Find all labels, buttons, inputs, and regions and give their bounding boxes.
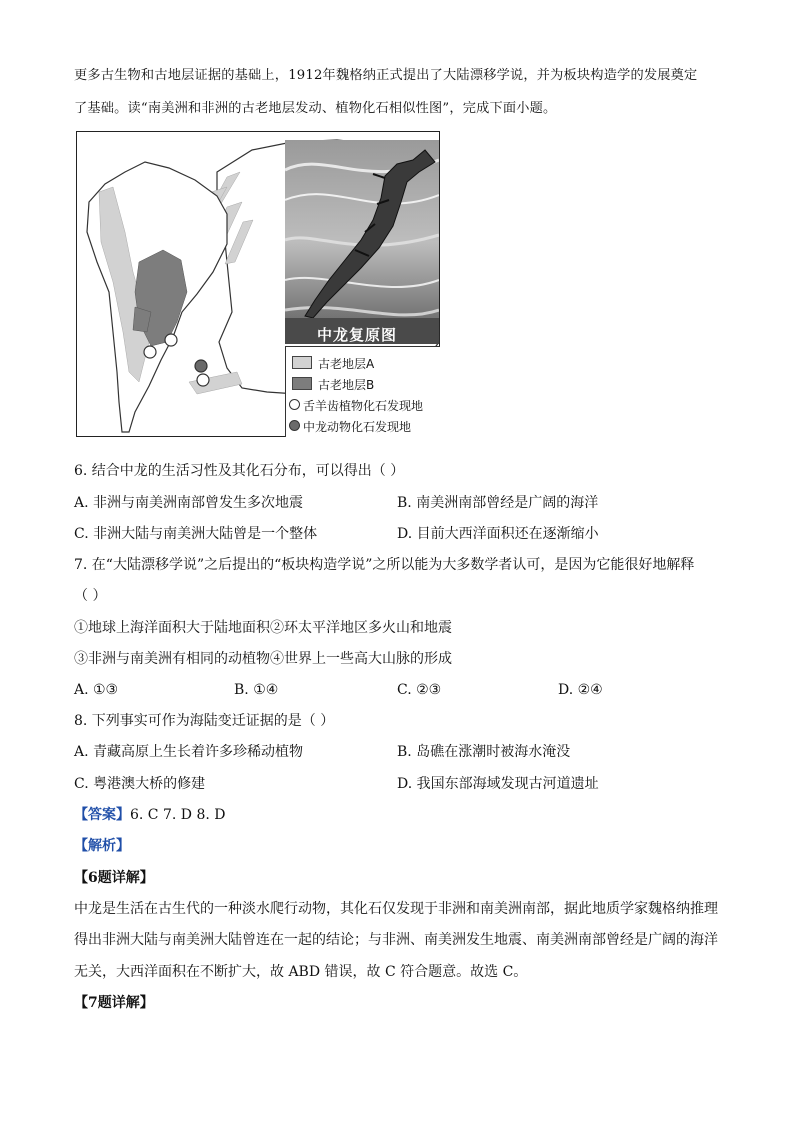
question-7-items-1: ①地球上海洋面积大于陆地面积②环太平洋地区多火山和地震 (74, 620, 452, 636)
layer-b-swatch-icon (292, 377, 312, 390)
answer-label: 【答案】 (74, 807, 130, 823)
q6-detail-line-2: 得出非洲大陆与南美洲大陆曾连在一起的结论；与非洲、南美洲发生地震、南美洲南部曾经是广阔的海洋 (74, 932, 718, 948)
question-6-option-c[interactable]: C. 非洲大陆与南美洲大陆曾是一个整体 (74, 526, 318, 542)
question-7-items-2: ③非洲与南美洲有相同的动植物④世界上一些高大山脉的形成 (74, 651, 452, 667)
q6-detail-line-1: 中龙是生活在古生代的一种淡水爬行动物，其化石仅发现于非洲和南美洲南部，据此地质学家魏格纳推理 (74, 901, 718, 917)
legend-item-layer-b (292, 376, 374, 393)
inset-title: 中龙复原图 (317, 326, 398, 344)
answer-line (74, 806, 225, 824)
legend-item-mesosaurus (289, 418, 411, 435)
question-7-option-b[interactable]: B. ①④ (234, 682, 279, 698)
map-legend (285, 346, 440, 437)
legend-label-layer-b: 古老地层B (318, 378, 375, 392)
question-8-option-c[interactable]: C. 粤港澳大桥的修建 (74, 776, 206, 792)
question-6-stem: 6. 结合中龙的生活习性及其化石分布，可以得出（ ） (74, 463, 405, 479)
question-8-option-b[interactable]: B. 岛礁在涨潮时被海水淹没 (397, 744, 571, 760)
map-figure (76, 131, 440, 437)
question-6-option-b[interactable]: B. 南美洲南部曾经是广阔的海洋 (397, 495, 599, 511)
question-7-option-a[interactable]: A. ①③ (74, 682, 119, 698)
q6-detail-label: 【6题详解】 (74, 870, 154, 886)
intro-line-1: 更多古生物和古地层证据的基础上，1912年魏格纳正式提出了大陆漂移学说，并为板块构造学的发展奠定 (74, 68, 698, 83)
filled-circle-icon (289, 420, 300, 431)
question-7-option-d[interactable]: D. ②④ (558, 682, 603, 698)
intro-line-2: 了基础。读“南美洲和非洲的古老地层发动、植物化石相似性图”，完成下面小题。 (74, 101, 557, 116)
legend-label-layer-a: 古老地层A (318, 357, 375, 371)
question-7-stem: 7. 在“大陆漂移学说”之后提出的“板块构造学说”之所以能为大多数学者认可，是因为它能很好地解释 (74, 557, 695, 573)
q7-detail-label: 【7题详解】 (74, 995, 154, 1011)
question-6-option-d[interactable]: D. 目前大西洋面积还在逐渐缩小 (397, 526, 599, 542)
question-8-stem: 8. 下列事实可作为海陆变迁证据的是（ ） (74, 713, 335, 729)
glossopteris-marker-3 (197, 374, 209, 386)
question-8-option-d[interactable]: D. 我国东部海域发现古河道遗址 (397, 776, 599, 792)
mesosaurus-marker-2 (195, 360, 207, 372)
glossopteris-marker-2 (144, 346, 156, 358)
layer-a-swatch-icon (292, 356, 312, 369)
legend-item-glossopteris (289, 397, 423, 414)
answer-text: 6. C 7. D 8. D (130, 807, 226, 823)
question-8-option-a[interactable]: A. 青藏高原上生长着许多珍稀动植物 (74, 744, 304, 760)
question-7-option-c[interactable]: C. ②③ (397, 682, 442, 698)
mesosaurus-drawing (285, 140, 439, 344)
africa-layer-a-5 (189, 372, 242, 394)
legend-label-mesosaurus: 中龙动物化石发现地 (303, 420, 412, 434)
q6-detail-line-3: 无关，大西洋面积在不断扩大，故 ABD 错误，故 C 符合题意。故选 C。 (74, 964, 528, 980)
open-circle-icon (289, 399, 300, 410)
question-6-option-a[interactable]: A. 非洲与南美洲南部曾发生多次地震 (74, 495, 304, 511)
analysis-label: 【解析】 (74, 838, 130, 854)
legend-item-layer-a (292, 355, 374, 372)
legend-label-glossopteris: 舌羊齿植物化石发现地 (303, 399, 424, 413)
question-7-stem-bracket: （ ） (74, 588, 107, 604)
mesosaurus-illustration (285, 140, 439, 344)
